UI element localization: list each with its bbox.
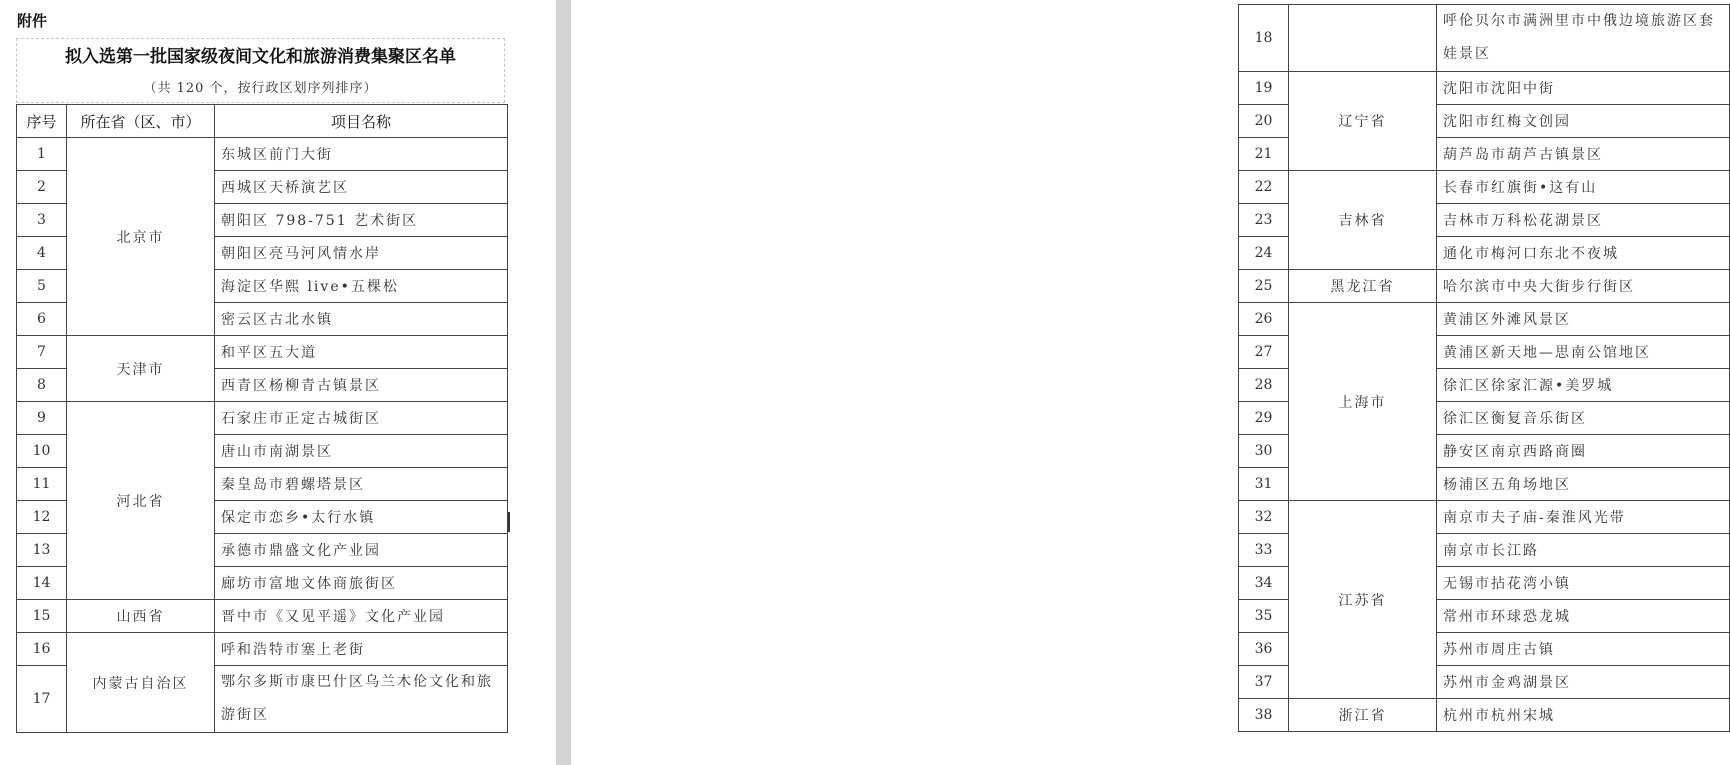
row-number: 9 <box>17 402 67 435</box>
province-cell: 黑龙江省 <box>1289 270 1437 303</box>
province-cell-continued <box>1289 5 1437 72</box>
project-name: 无锡市拈花湾小镇 <box>1437 567 1730 600</box>
row-number: 11 <box>17 468 67 501</box>
table-row <box>17 600 508 633</box>
row-number: 10 <box>17 435 67 468</box>
row-number: 3 <box>17 204 67 237</box>
row-number: 1 <box>17 138 67 171</box>
row-number: 37 <box>1239 666 1289 699</box>
province-cell: 山西省 <box>67 600 215 633</box>
row-number: 15 <box>17 600 67 633</box>
project-name: 东城区前门大街 <box>215 138 508 171</box>
text-cursor <box>508 512 510 532</box>
project-name: 吉林市万科松花湖景区 <box>1437 204 1730 237</box>
project-name: 黄浦区外滩风景区 <box>1437 303 1730 336</box>
table-row <box>1239 270 1730 303</box>
row-number: 21 <box>1239 138 1289 171</box>
province-cell: 内蒙古自治区 <box>67 633 215 733</box>
table-row <box>17 336 508 369</box>
project-name: 沈阳市沈阳中街 <box>1437 72 1730 105</box>
row-number: 27 <box>1239 336 1289 369</box>
row-number: 24 <box>1239 237 1289 270</box>
project-name: 葫芦岛市葫芦古镇景区 <box>1437 138 1730 171</box>
project-name: 南京市长江路 <box>1437 534 1730 567</box>
row-number: 28 <box>1239 369 1289 402</box>
project-name: 廊坊市富地文体商旅街区 <box>215 567 508 600</box>
row-number: 33 <box>1239 534 1289 567</box>
project-name: 朝阳区亮马河风情水岸 <box>215 237 508 270</box>
row-number: 34 <box>1239 567 1289 600</box>
project-name: 常州市环球恐龙城 <box>1437 600 1730 633</box>
project-name: 晋中市《又见平遥》文化产业园 <box>215 600 508 633</box>
row-number: 38 <box>1239 699 1289 732</box>
row-number: 19 <box>1239 72 1289 105</box>
table-row <box>1239 72 1730 105</box>
project-name: 徐汇区衡复音乐街区 <box>1437 402 1730 435</box>
header-project: 项目名称 <box>215 105 508 138</box>
row-number: 8 <box>17 369 67 402</box>
project-name: 黄浦区新天地—思南公馆地区 <box>1437 336 1730 369</box>
row-number: 16 <box>17 633 67 666</box>
row-number: 36 <box>1239 633 1289 666</box>
project-name: 西城区天桥演艺区 <box>215 171 508 204</box>
document-page-left <box>0 0 556 765</box>
project-name: 呼和浩特市塞上老街 <box>215 633 508 666</box>
project-name: 长春市红旗街•这有山 <box>1437 171 1730 204</box>
province-cell: 浙江省 <box>1289 699 1437 732</box>
list-table-left <box>16 104 508 733</box>
document-page-right <box>571 0 1715 765</box>
header-province: 所在省（区、市） <box>67 105 215 138</box>
page-gutter <box>556 0 571 765</box>
project-name: 杨浦区五角场地区 <box>1437 468 1730 501</box>
row-number: 29 <box>1239 402 1289 435</box>
row-number: 25 <box>1239 270 1289 303</box>
project-name: 石家庄市正定古城街区 <box>215 402 508 435</box>
attachment-heading: 附件 <box>17 12 48 30</box>
project-name: 承德市鼎盛文化产业园 <box>215 534 508 567</box>
row-number: 18 <box>1239 5 1289 72</box>
title-block <box>16 38 505 103</box>
project-name: 哈尔滨市中央大街步行街区 <box>1437 270 1730 303</box>
row-number: 14 <box>17 567 67 600</box>
province-cell: 天津市 <box>67 336 215 402</box>
table-row <box>1239 171 1730 204</box>
row-number: 7 <box>17 336 67 369</box>
row-number: 6 <box>17 303 67 336</box>
row-number: 12 <box>17 501 67 534</box>
project-name: 呼伦贝尔市满洲里市中俄边境旅游区套娃景区 <box>1437 5 1730 72</box>
row-number: 32 <box>1239 501 1289 534</box>
row-number: 23 <box>1239 204 1289 237</box>
province-cell: 河北省 <box>67 402 215 600</box>
project-name: 鄂尔多斯市康巴什区乌兰木伦文化和旅游街区 <box>215 666 508 733</box>
table-row <box>1239 303 1730 336</box>
project-name: 唐山市南湖景区 <box>215 435 508 468</box>
project-name: 南京市夫子庙-秦淮风光带 <box>1437 501 1730 534</box>
table-row <box>17 633 508 666</box>
province-cell: 上海市 <box>1289 303 1437 501</box>
project-name: 苏州市周庄古镇 <box>1437 633 1730 666</box>
province-cell: 北京市 <box>67 138 215 336</box>
province-cell: 吉林省 <box>1289 171 1437 270</box>
project-name: 西青区杨柳青古镇景区 <box>215 369 508 402</box>
project-name: 保定市恋乡•太行水镇 <box>215 501 508 534</box>
document-subtitle: （共 120 个，按行政区划序列排序） <box>143 81 378 96</box>
table-row <box>1239 699 1730 732</box>
row-number: 35 <box>1239 600 1289 633</box>
project-name: 苏州市金鸡湖景区 <box>1437 666 1730 699</box>
document-title: 拟入选第一批国家级夜间文化和旅游消费集聚区名单 <box>65 47 456 67</box>
project-name: 徐汇区徐家汇源•美罗城 <box>1437 369 1730 402</box>
project-name: 沈阳市红梅文创园 <box>1437 105 1730 138</box>
project-name: 朝阳区 798-751 艺术街区 <box>215 204 508 237</box>
table-header-row <box>17 105 508 138</box>
table-row <box>17 402 508 435</box>
table-row <box>1239 501 1730 534</box>
row-number: 13 <box>17 534 67 567</box>
row-number: 2 <box>17 171 67 204</box>
province-cell: 江苏省 <box>1289 501 1437 699</box>
table-row <box>1239 5 1730 72</box>
row-number: 22 <box>1239 171 1289 204</box>
project-name: 静安区南京西路商圈 <box>1437 435 1730 468</box>
province-cell: 辽宁省 <box>1289 72 1437 171</box>
row-number: 17 <box>17 666 67 733</box>
project-name: 和平区五大道 <box>215 336 508 369</box>
header-no: 序号 <box>17 105 67 138</box>
project-name: 通化市梅河口东北不夜城 <box>1437 237 1730 270</box>
row-number: 26 <box>1239 303 1289 336</box>
row-number: 20 <box>1239 105 1289 138</box>
row-number: 30 <box>1239 435 1289 468</box>
project-name: 密云区古北水镇 <box>215 303 508 336</box>
list-table-right <box>1238 4 1730 732</box>
row-number: 5 <box>17 270 67 303</box>
table-row <box>17 138 508 171</box>
project-name: 杭州市杭州宋城 <box>1437 699 1730 732</box>
row-number: 31 <box>1239 468 1289 501</box>
project-name: 秦皇岛市碧螺塔景区 <box>215 468 508 501</box>
row-number: 4 <box>17 237 67 270</box>
project-name: 海淀区华熙 live•五棵松 <box>215 270 508 303</box>
